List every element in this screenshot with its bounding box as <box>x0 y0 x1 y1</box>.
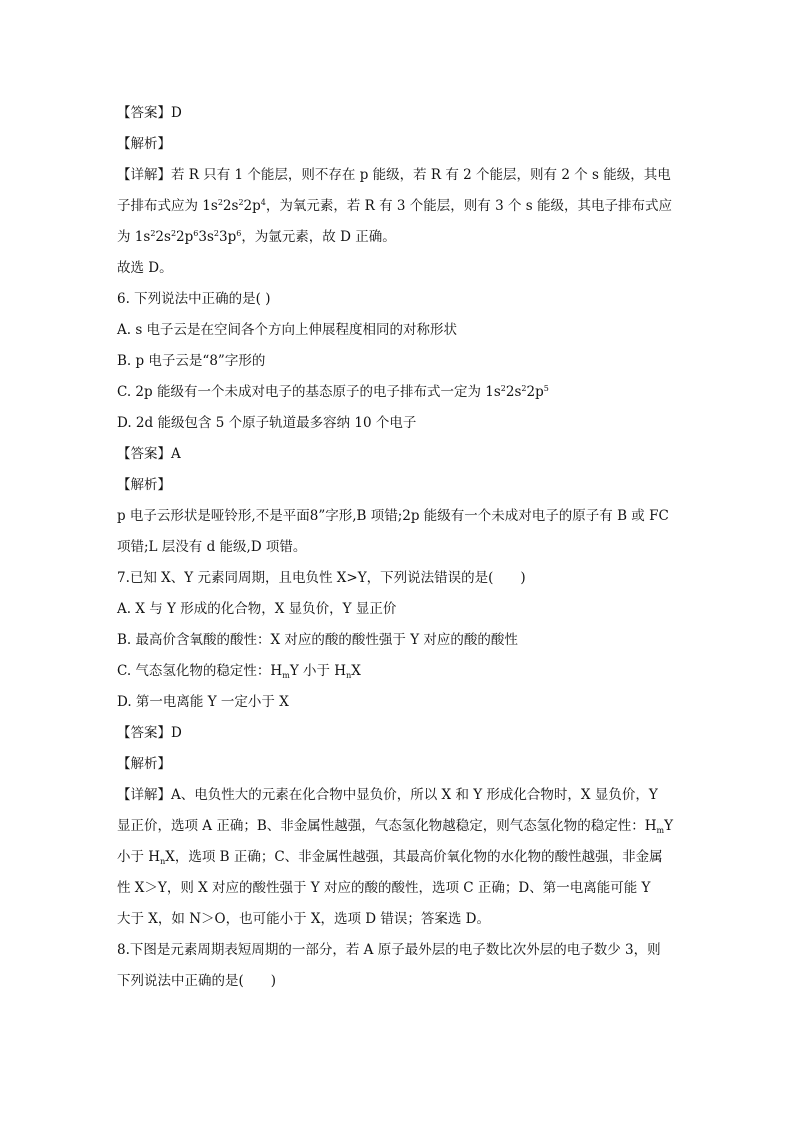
q6-explanation-line-2: 项错;L 层没有 d 能级,D 项错。 <box>117 539 307 555</box>
q6-option-d: D. 2d 能级包含 5 个原子轨道最多容纳 10 个电子 <box>117 415 417 431</box>
q5-answer: 【答案】D <box>117 105 182 121</box>
q6-stem: 6. 下列说法中正确的是( ) <box>117 291 271 307</box>
q6-option-c: C. 2p 能级有一个未成对电子的基态原子的电子排布式一定为 $1s^22s^22p^5$ <box>117 384 549 400</box>
document-page <box>117 98 682 997</box>
q6-option-a: A. s 电子云是在空间各个方向上伸展程度相同的对称形状 <box>117 322 458 338</box>
q7-detail-line-2: 显正价，选项 A 正确；B、非金属性越强，气态氢化物越稳定，则气态氢化物的稳定性：$H_mY$ <box>117 818 674 835</box>
q7-analysis-heading: 【解析】 <box>117 756 171 772</box>
q5-analysis-heading: 【解析】 <box>117 136 171 152</box>
q6-explanation-line-1: p 电子云形状是哑铃形,不是平面8”字形,B 项错;2p 能级有一个未成对电子的原子有 B 或 FC <box>117 508 669 524</box>
q5-detail-line-3: 为 $1s^22s^22p^63s^23p^6$，为氩元素，故 D 正确。 <box>117 229 396 245</box>
q8-stem-line-2: 下列说法中正确的是( ) <box>117 973 277 989</box>
q7-detail-line-4: 性 X＞Y，则 X 对应的酸性强于 Y 对应的酸的酸性，选项 C 正确；D、第一电离能可能 Y <box>117 880 651 896</box>
q7-option-b: B. 最高价含氧酸的酸性：X 对应的酸的酸性强于 Y 对应的酸的酸性 <box>117 632 518 648</box>
q7-stem: 7.已知 X、Y 元素同周期，且电负性 X>Y，下列说法错误的是( ) <box>117 570 526 586</box>
q8-stem-line-1: 8.下图是元素周期表短周期的一部分，若 A 原子最外层的电子数比次外层的电子数少 3，则 <box>117 942 661 958</box>
q5-detail-line-2: 子排布式应为 $1s^22s^22p^4$，为氧元素，若 R 有 3 个能层，则有 3 个 s 能级，其电子排布式应 <box>117 198 672 214</box>
q7-option-c: C. 气态氢化物的稳定性：$H_mY$ 小于 $H_nX$ <box>117 663 361 680</box>
q5-conclusion: 故选 D。 <box>117 260 173 276</box>
q6-answer: 【答案】A <box>117 446 181 462</box>
q7-option-d: D. 第一电离能 Y 一定小于 X <box>117 694 289 710</box>
q5-detail-line-1: 【详解】若 R 只有 1 个能层，则不存在 p 能级，若 R 有 2 个能层，则有 2 个 s 能级，其电 <box>117 167 671 183</box>
q6-option-b: B. p 电子云是“8”字形的 <box>117 353 266 369</box>
q7-detail-line-3: 小于 $H_nX$，选项 B 正确；C、非金属性越强，其最高价氧化物的水化物的酸性越强，非金属 <box>117 849 663 866</box>
q7-detail-line-5: 大于 X，如 N＞O，也可能小于 X，选项 D 错误；答案选 D。 <box>117 911 490 927</box>
q6-analysis-heading: 【解析】 <box>117 477 171 493</box>
q7-option-a: A. X 与 Y 形成的化合物，X 显负价，Y 显正价 <box>117 601 397 617</box>
q7-detail-line-1: 【详解】A、电负性大的元素在化合物中显负价，所以 X 和 Y 形成化合物时，X 显负价，Y <box>117 787 658 803</box>
q7-answer: 【答案】D <box>117 725 182 741</box>
